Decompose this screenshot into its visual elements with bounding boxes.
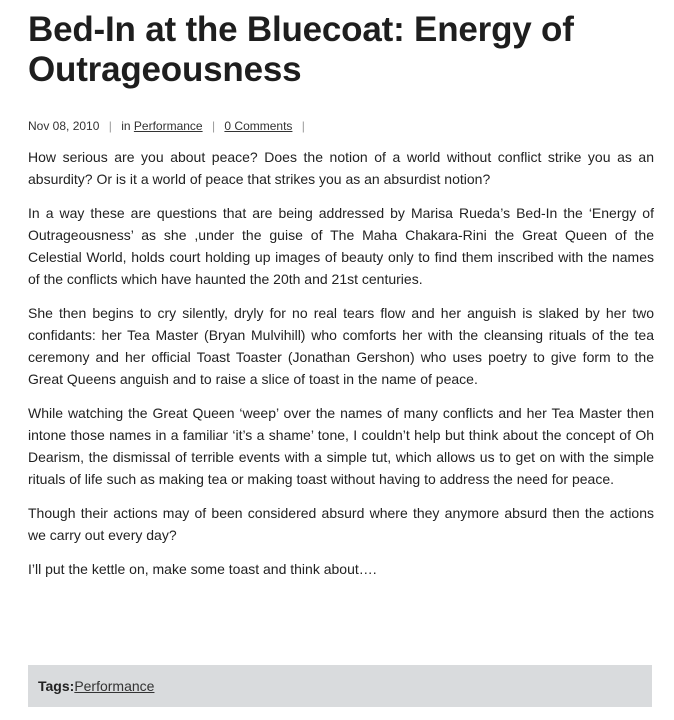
- paragraph: I’ll put the kettle on, make some toast and think about….: [28, 561, 377, 577]
- post-meta: [28, 118, 654, 134]
- comments-link[interactable]: 0 Comments: [224, 119, 293, 133]
- tags-bar: [28, 665, 652, 707]
- meta-separator: |: [301, 119, 305, 133]
- category-link[interactable]: Performance: [133, 119, 203, 133]
- meta-separator: |: [108, 119, 112, 133]
- category-prefix: in: [121, 119, 131, 133]
- paragraph: Though their actions may of been considered absurd where they anymore absurd then the actions we carry out every day?: [28, 505, 654, 543]
- paragraph: In a way these are questions that are being addressed by Marisa Rueda’s Bed-In the ‘Energy of Outrageousness’ as she ,under the guise of The Maha Chakara-Rini the Great Queen of the Celestial World, holds court holding up images of beauty only to find them inscribed with the names of the conflicts which have haunted the 20th and 21st centuries.: [28, 205, 654, 287]
- article: [28, 10, 654, 592]
- post-date: Nov 08, 2010: [28, 119, 100, 133]
- meta-separator: |: [211, 119, 216, 133]
- paragraph: She then begins to cry silently, dryly for no real tears flow and her anguish is slaked by her two confidants: her Tea Master (Bryan Mulvihill) who comforts her with the cleansing rituals of the tea ceremony and her official Toast Toaster (Jonathan Gershon) who uses poetry to give form to the Great Queens anguish and to raise a slice of toast in the name of peace.: [28, 305, 654, 387]
- article-title: Bed-In at the Bluecoat: Energy of Outrageousness: [28, 10, 574, 89]
- article-body: [28, 146, 654, 580]
- tag-link-performance[interactable]: Performance: [74, 678, 155, 694]
- tags-label: Tags:: [38, 678, 75, 694]
- paragraph: How serious are you about peace? Does the notion of a world without conflict strike you as an absurdity? Or is it a world of peace that strikes you as an absurdist notion?: [28, 149, 654, 187]
- paragraph: While watching the Great Queen ‘weep’ over the names of many conflicts and her Tea Master then intone those names in a familiar ‘it’s a shame’ tone, I couldn’t help but think about the concept of Oh Dearism, the dismissal of terrible events with a simple tut, which allows us to get on with the simple rituals of life such as making tea or making toast without having to address the need for peace.: [28, 405, 654, 487]
